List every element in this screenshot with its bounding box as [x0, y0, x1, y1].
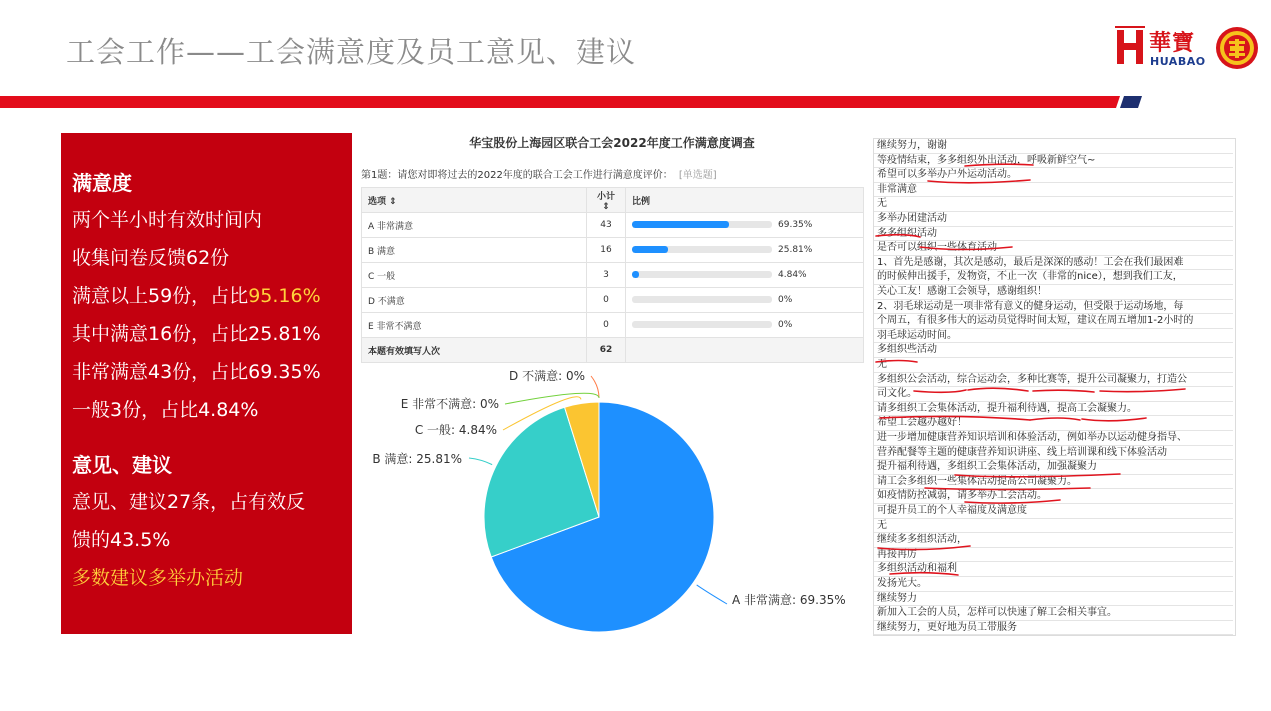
summary-text: 满意以上59份，占比	[72, 285, 249, 307]
suggestion-item: 关心工友！感谢工会领导，感谢组织！	[874, 285, 1233, 300]
count-cell: 3	[587, 263, 626, 288]
suggestion-item: 希望可以多举办户外运动活动。	[874, 168, 1233, 183]
summary-line: 收集问卷反馈62份	[72, 247, 230, 269]
suggestion-item: 再接再厉	[874, 548, 1233, 563]
ratio-percent: 69.35%	[778, 219, 813, 230]
suggestion-item: 羽毛球运动时间。	[874, 329, 1233, 344]
suggestion-item: 多举办团建活动	[874, 212, 1233, 227]
suggestion-item: 司文化。	[874, 387, 1233, 402]
ratio-percent: 4.84%	[778, 269, 807, 280]
suggestion-item: 2、羽毛球运动是一项非常有意义的健身运动，但受限于运动场地，每	[874, 300, 1233, 315]
count-cell: 0	[587, 288, 626, 313]
suggestion-item: 多组织公会活动，综合运动会，多种比赛等，提升公司凝聚力，打造公	[874, 373, 1233, 388]
summary-line: 其中满意16份，占比25.81%	[72, 323, 321, 345]
suggestion-item: 无	[874, 197, 1233, 212]
suggestion-item: 请多组织工会集体活动，提升福利待遇，提高工会凝聚力。	[874, 402, 1233, 417]
summary-line: 非常满意43份，占比69.35%	[72, 361, 321, 383]
suggestion-item: 继续努力，更好地为员工带服务	[874, 621, 1233, 636]
suggestion-item: 继续努力，谢谢	[874, 139, 1233, 154]
suggestion-item: 无	[874, 519, 1233, 534]
pie-label: D 不满意: 0%	[509, 369, 585, 383]
option-cell: A 非常满意	[362, 213, 587, 238]
column-header-option[interactable]: 选项 ⇕	[362, 188, 587, 213]
column-header-ratio: 比例	[626, 188, 864, 213]
option-cell: C 一般	[362, 263, 587, 288]
suggestion-item: 新加入工会的人员，怎样可以快速了解工会相关事宜。	[874, 606, 1233, 621]
option-cell: D 不满意	[362, 288, 587, 313]
summary-line: 两个半小时有效时间内	[72, 209, 263, 231]
suggestion-item: 发扬光大。	[874, 577, 1233, 592]
total-label: 本题有效填写人次	[362, 338, 587, 363]
slide-title: 工会工作——工会满意度及员工意见、建议	[66, 35, 637, 69]
suggestion-item: 继续多多组织活动，	[874, 533, 1233, 548]
summary-line: 一般3份，占比4.84%	[72, 399, 259, 421]
ratio-percent: 0%	[778, 319, 793, 330]
summary-line: 意见、建议27条，占有效反	[72, 491, 306, 513]
pie-label: C 一般: 4.84%	[414, 423, 497, 437]
suggestion-item: 请工会多组织一些集体活动提高公司凝聚力。	[874, 475, 1233, 490]
count-cell: 16	[587, 238, 626, 263]
pie-label: E 非常不满意: 0%	[400, 397, 499, 411]
option-cell: B 满意	[362, 238, 587, 263]
suggestion-item: 提升福利待遇，多组织工会集体活动，加强凝聚力	[874, 460, 1233, 475]
suggestion-item: 营养配餐等主题的健康营养知识讲座、线上培训课和线下体验活动	[874, 446, 1233, 461]
suggestion-item: 多组织活动和福利	[874, 562, 1233, 577]
logo-chinese-name: 華寶	[1149, 31, 1196, 56]
option-cell: E 非常不满意	[362, 313, 587, 338]
pie-label: B 满意: 25.81%	[372, 452, 462, 466]
suggestion-item: 无	[874, 358, 1233, 373]
ratio-percent: 25.81%	[778, 244, 813, 255]
suggestion-item: 进一步增加健康营养知识培训和体验活动，例如举办以运动健身指导、	[874, 431, 1233, 446]
summary-line: 馈的43.5%	[72, 529, 171, 551]
column-header-count[interactable]: 小计 ⇕	[587, 188, 626, 213]
suggestion-item: 可提升员工的个人幸福度及满意度	[874, 504, 1233, 519]
question-type-tag: [单选题]	[678, 170, 717, 181]
suggestion-item: 的时候伸出援手，发物资，不止一次（非常的nice），想到我们工友，	[874, 270, 1233, 285]
summary-highlight-line: 多数建议多举办活动	[72, 567, 244, 589]
ratio-percent: 0%	[778, 294, 793, 305]
suggestion-item: 多组织些活动	[874, 343, 1233, 358]
satisfaction-heading: 满意度	[72, 171, 132, 195]
suggestions-heading: 意见、建议	[72, 453, 172, 477]
pie-label: A 非常满意: 69.35%	[732, 593, 846, 607]
highlight-value: 95.16%	[248, 285, 321, 307]
suggestion-item: 个周五，有很多伟大的运动员觉得时间太短，建议在周五增加1-2小时的	[874, 314, 1233, 329]
suggestion-item: 继续努力	[874, 592, 1233, 607]
suggestion-item: 等疫情结束，多多组织外出活动，呼吸新鲜空气~	[874, 154, 1233, 169]
count-cell: 0	[587, 313, 626, 338]
suggestion-item: 非常满意	[874, 183, 1233, 198]
suggestion-item: 如疫情防控减弱，请多举办工会活动。	[874, 489, 1233, 504]
survey-title: 华宝股份上海园区联合工会2022年度工作满意度调查	[469, 136, 755, 150]
suggestion-item: 多多组织活动	[874, 227, 1233, 242]
suggestion-item: 是否可以组织一些体育活动	[874, 241, 1233, 256]
count-cell: 43	[587, 213, 626, 238]
question-text: 第1题：请您对即将过去的2022年度的联合工会工作进行满意度评价：	[361, 170, 673, 181]
logo-english-name: HUABAO	[1150, 55, 1206, 68]
total-count: 62	[587, 338, 626, 363]
suggestion-item: 希望工会越办越好！	[874, 416, 1233, 431]
suggestion-item: 1、首先是感谢，其次是感动，最后是深深的感动！工会在我们最困难	[874, 256, 1233, 271]
